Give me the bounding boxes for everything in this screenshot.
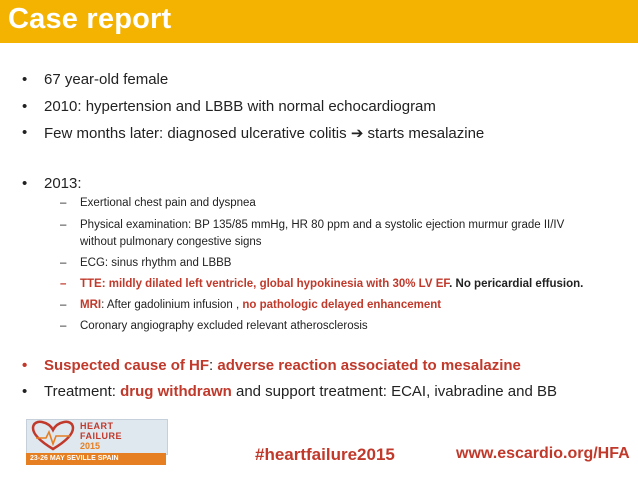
logo-line-3: 2015 <box>80 441 101 451</box>
bullet-dot: • <box>22 98 28 115</box>
bullet-dot: • <box>22 383 28 400</box>
title-bar <box>0 0 638 43</box>
mri-label: MRI <box>80 299 102 311</box>
tte-finding: TTE: mildly dilated left ventricle, global hypokinesia with 30% LV EF <box>80 278 450 290</box>
bullet-dot: • <box>22 175 28 192</box>
heart-icon <box>30 420 76 452</box>
hashtag: #heartfailure2015 <box>255 445 395 464</box>
slide-title: Case report <box>8 3 172 35</box>
logo-dates: 23-26 MAY SEVILLE SPAIN <box>26 453 166 465</box>
logo-line-1: HEART <box>80 421 114 431</box>
mri-finding: no pathologic delayed enhancement <box>242 299 442 311</box>
bullet-text: 67 year-old female <box>44 71 169 88</box>
website-link[interactable]: www.escardio.org/HFA <box>456 445 630 462</box>
arrow-icon: ➔ <box>350 125 364 142</box>
bullet-dot: • <box>22 71 28 88</box>
bullet-text: 2010: hypertension and LBBB with normal echocardiogram <box>44 98 436 115</box>
bullet-text: 2013: <box>44 175 82 192</box>
logo-line-2: FAILURE <box>80 431 123 441</box>
bullet-dot: • <box>22 357 28 374</box>
bullet-dot: • <box>22 124 28 141</box>
heart-failure-2015-logo <box>26 419 166 461</box>
bullet-text: Few months later: diagnosed ulcerative colitis ➔ starts mesalazine <box>44 125 485 142</box>
